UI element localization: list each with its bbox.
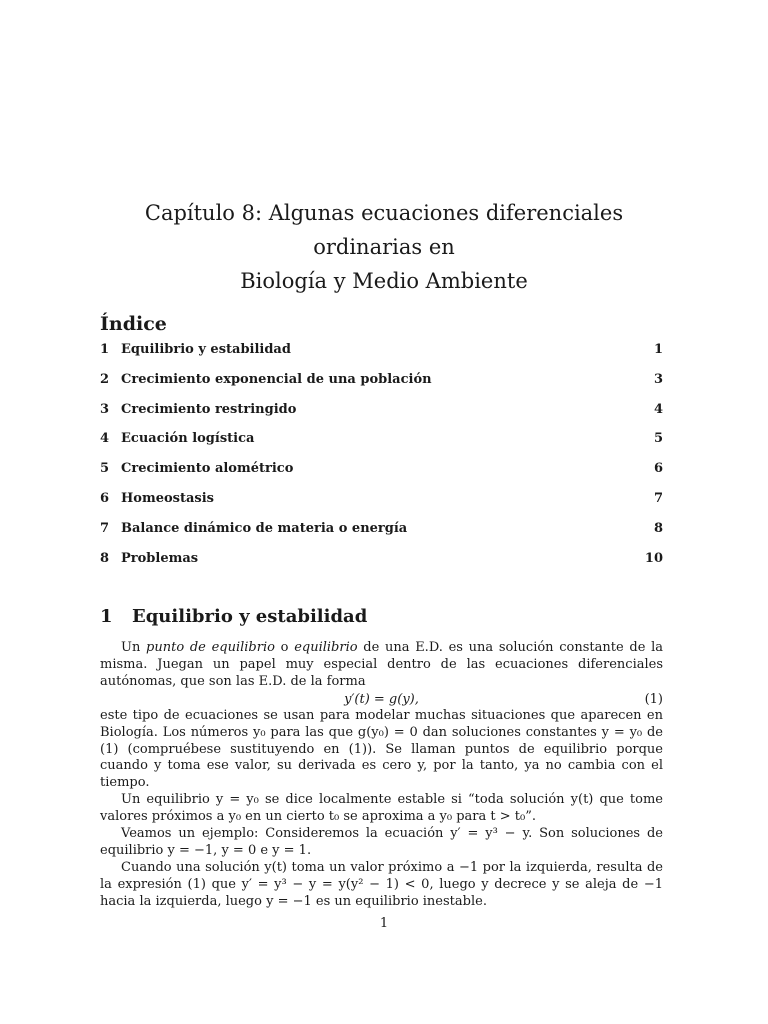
toc-entry-number: 8 <box>100 550 110 566</box>
toc-entry-page: 3 <box>653 371 663 387</box>
chapter-title-line-1: Capítulo 8: Algunas ecuaciones diferenciales ordinarias en <box>144 201 624 259</box>
toc-entry-number: 1 <box>100 342 110 357</box>
text-run: Un <box>121 640 147 655</box>
toc-entry-title: Crecimiento restringido <box>121 401 297 417</box>
toc-entry[interactable] <box>100 551 663 581</box>
paragraph <box>100 640 663 691</box>
toc-entry-number: 7 <box>100 520 110 536</box>
chapter-title-line-2: Biología y Medio Ambiente <box>240 269 528 293</box>
paragraph: Veamos un ejemplo: Consideremos la ecuación y′ = y³ − y. Son soluciones de equilibrio y = −1, y = 0 e y = 1. <box>100 826 663 858</box>
toc-entry-page: 5 <box>653 431 663 447</box>
toc-entry-number: 5 <box>100 461 110 477</box>
toc-entry-title: Problemas <box>121 550 199 566</box>
equation-text: y′(t) = g(y), <box>344 691 419 707</box>
toc-entry[interactable] <box>100 491 663 521</box>
toc-entry[interactable] <box>100 461 663 491</box>
toc-entry-number: 4 <box>100 431 110 447</box>
toc-entry-page: 1 <box>653 342 663 357</box>
text-run: de una E.D. es una solución constante de la misma. Juegan un papel muy especial dentro de las ecuaciones diferenciales autónomas, que son las E.D. de la forma <box>100 640 663 689</box>
paragraph: Un equilibrio y = y₀ se dice localmente estable si “toda solución y(t) que tome valores próximos a y₀ en un cierto t₀ se aproxima a y₀ para t > t₀”. <box>100 792 663 825</box>
emphasis-term: punto de equilibrio <box>146 640 275 655</box>
toc-entry-number: 6 <box>100 490 110 506</box>
section-heading <box>100 606 367 627</box>
toc-entry[interactable] <box>100 431 663 461</box>
page-number: 1 <box>379 916 389 931</box>
toc-entry-title: Crecimiento exponencial de una población <box>121 371 432 387</box>
toc-entry[interactable] <box>100 521 663 551</box>
toc-entry-page: 4 <box>653 401 663 417</box>
toc-entry-title: Crecimiento alométrico <box>121 461 294 477</box>
paragraph: este tipo de ecuaciones se usan para modelar muchas situaciones que aparecen en Biología. Los números y₀ para las que g(y₀) = 0 dan soluciones constantes y = y₀ de (1) (compruébese sustituyendo en (1)). Se llaman puntos de equilibrio porque cuando y toma ese valor, su derivada es cero y, por la tanto, ya no cambia con el tiempo. <box>100 707 663 791</box>
equation-number: (1) <box>644 691 663 707</box>
toc-heading: Índice <box>100 313 167 335</box>
toc-entry-number: 2 <box>100 371 110 387</box>
toc-entry-title: Homeostasis <box>121 490 214 506</box>
toc-entry-title: Equilibrio y estabilidad <box>121 342 291 357</box>
toc-entry-page: 10 <box>644 550 663 566</box>
toc-entry-title: Ecuación logística <box>121 431 255 447</box>
toc-entry[interactable] <box>100 372 663 402</box>
toc-entry-page: 7 <box>653 490 663 506</box>
toc-entry-title: Balance dinámico de materia o energía <box>121 520 408 536</box>
paragraph: Cuando una solución y(t) toma un valor próximo a −1 por la izquierda, resulta de la expresión (1) que y′ = y³ − y = y(y² − 1) < 0, luego y decrece y se aleja de −1 hacia la izquierda, luego y = −1 es un equilibrio inestable. <box>100 859 663 909</box>
toc-entry-page: 8 <box>653 520 663 536</box>
toc-entry[interactable] <box>100 342 663 372</box>
equation <box>100 691 663 708</box>
table-of-contents <box>100 342 663 580</box>
toc-entry-number: 3 <box>100 401 110 417</box>
section-body <box>100 640 663 911</box>
section-title: Equilibrio y estabilidad <box>132 606 368 627</box>
text-run: o <box>274 640 295 655</box>
chapter-title <box>100 196 668 298</box>
toc-entry-page: 6 <box>653 461 663 477</box>
section-number: 1 <box>100 606 113 627</box>
toc-entry[interactable] <box>100 402 663 432</box>
emphasis-term: equilibrio <box>294 640 358 655</box>
